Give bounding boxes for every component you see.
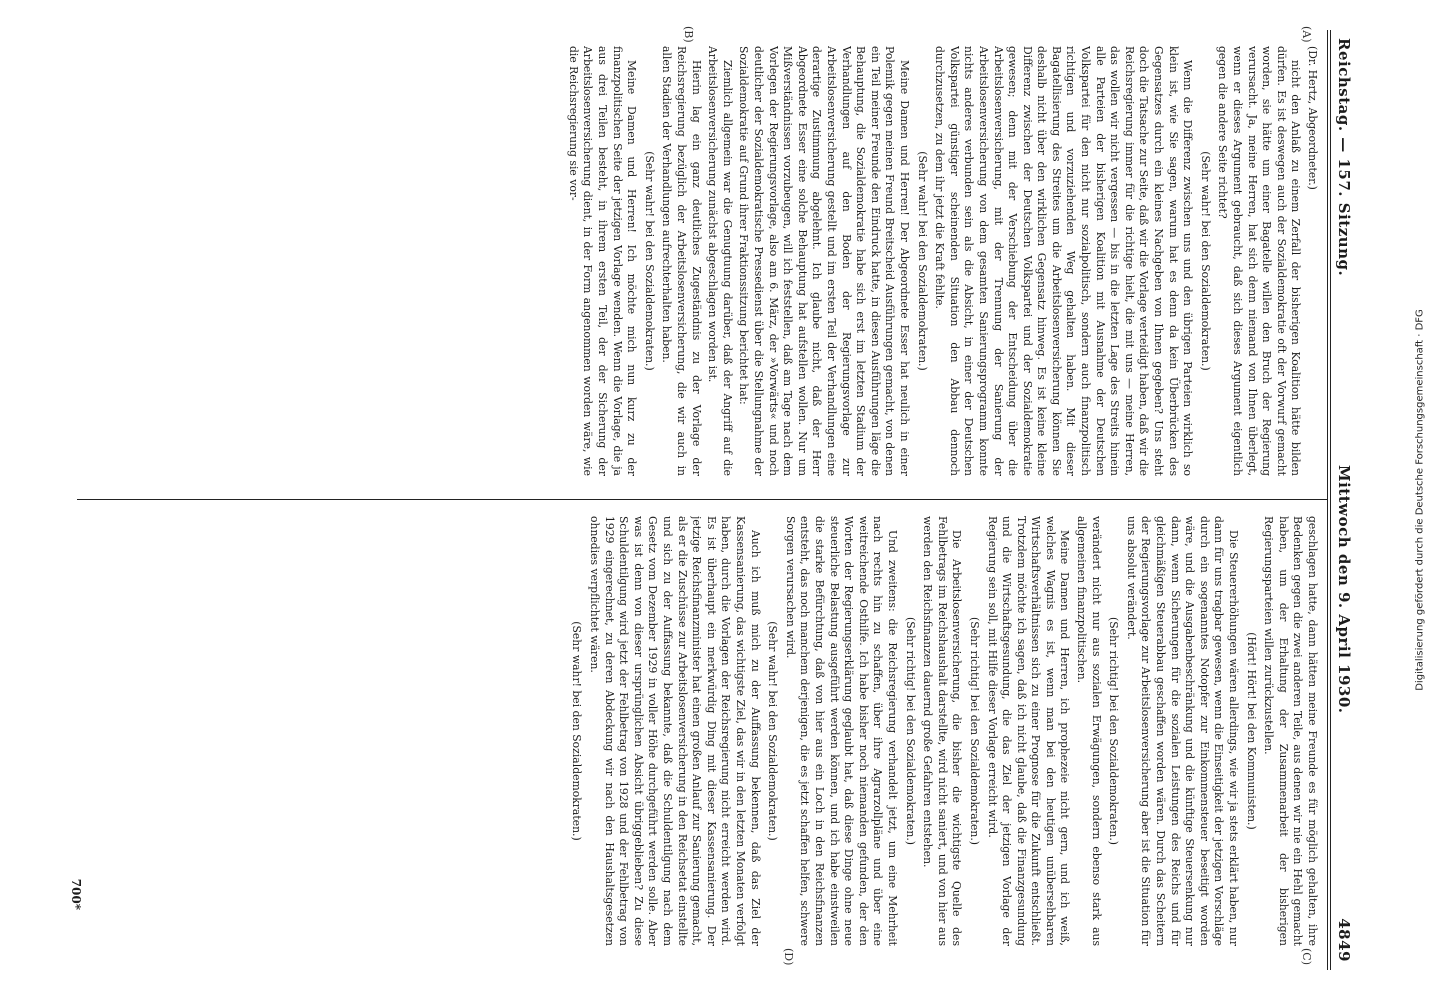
right-column-reaction: (Sehr wahr! bei den Sozialdemokraten.) (570, 621, 584, 841)
left-column-quote: Hierin lag ein ganz deutliches Zugeständnis zu der Vorlage der Reichsregierung bezüglich der Arbeitslosenversicherung, die wir auch in allen Stadien der Verhandlungen aufrechterhalten haben. (660, 46, 703, 476)
left-column-paragraph: Meine Damen und Herren! Der Abgeordnete Esser hat neulich in einer Polemik gegen meinen Freund Breitscheid Ausführungen gemacht, von denen ein Teil meiner Freunde den Eindruck hatte, in diesen Ausführungen läge die Behauptung, die Sozialdemokratie habe sich erst im letzten Stadium der Verhandlungen auf den Boden der Regierungsvorlage zur Arbeitslosenversicherung gestellt und im ersten Teil der Verhandlungen eine derartige Zustimmung abgelehnt. Ich glaube nicht, daß der Herr Abgeordnete Esser eine solche Behauptung hat aufstellen wollen. Nur um Mißverständnissen vorzubeugen, will ich feststellen, daß am Tage nach dem Vorlegen der Regierungsvorlage, also am 6. März, der »Vorwärts« und noch deutlicher der Sozialdemokratische Pressedienst über die Stellungnahme der Sozialdemokratie auf Grund ihrer Fraktionssitzung berichtet hat: (737, 46, 911, 476)
dfg-sidebar-text: Digitalisierung gefördert durch die Deutsche Forschungsgemeinschaft · DFG (1414, 309, 1426, 691)
margin-mark-a: (A) (1300, 26, 1313, 43)
right-column (89, 516, 1319, 946)
right-column-paragraph: Auch ich muß mich zu der Auffassung bekennen, daß das Ziel der Kassensanierung, das wichtigste Ziel, das wir in den letzten Monaten verfolgt haben, durch die Vorlagen der Reichsregierung nicht erreicht werden wird. Es ist überhaupt ein merkwürdig Ding mit dieser Kassensanierung. Der jetzige Reichsfinanzminister hat einen großen Anlauf zur Sanierung gemacht, als er die Zuschüsse zur Arbeitslosenversicherung in den Reichsetat einstellte und sich zu der Auffassung bekannte, daß die Schuldentilgung nach dem Gesetz vom Dezember 1929 in voller Höhe durchgeführt werden solle. Aber was ist denn von dieser ursprünglichen Absicht übriggeblieben? Zu diese Schuldentilgung wird jetzt der Fehlbetrag von 1928 und der Fehlbetrag von 1929 eingerechnet, zu deren Abdeckung wir nach den Haushaltsgesetzen ohnedies verpflichtet wären. (588, 516, 762, 946)
left-column-reaction: (Sehr wahr! bei den Sozialdemokraten.) (1198, 151, 1212, 371)
column-divider (77, 499, 1327, 500)
right-column-reaction: (Hört! Hört! bei den Kommunisten.) (1244, 632, 1258, 830)
header-date: Mittwoch den 9. April 1930. (1335, 465, 1353, 714)
margin-mark-c: (C) (1300, 948, 1313, 965)
right-column-paragraph: geschlagen hatte, dann hätten meine Freunde es für möglich gehalten, ihre Bedenken gegen die zwei anderen Teile, aus denen wir nie ein Hehl gemacht haben, um der Erhaltung der Zusammenarbeit der bisherigen Regierungsparteien willen zurückzustellen. (1262, 516, 1319, 946)
right-column-reaction: (Sehr richtig! bei den Sozialdemokraten.) (903, 617, 917, 845)
right-column-reaction: (Sehr richtig! bei den Sozialdemokraten.) (1107, 617, 1121, 845)
header-left: Reichstag. — 157. Sitzung. (1335, 38, 1353, 277)
right-column-paragraph: verändert nicht nur aus sozialen Erwägungen, sondern ebenso stark aus allgemeinen finanzpolitischen. (1075, 516, 1103, 946)
left-column-reaction: (Sehr wahr! bei den Sozialdemokraten.) (915, 151, 929, 371)
scanned-page (65, 26, 1355, 970)
left-column-speaker-label: (Dr. Hertz, Abgeordneter.) (1306, 46, 1319, 190)
left-column-reaction: (Sehr wahr! bei den Sozialdemokraten.) (642, 151, 656, 371)
left-column-paragraph: nicht den Anlaß zu einem Zerfall der bisherigen Koalition hätte bilden dürfen. Es ist deswegen auch der Sozialdemokratie oft der Vorwurf gemacht worden, sie hätte um einer Bagatelle willen den Bruch der Regierung verursacht. Ja, meine Herren, hat sich denn niemand von Ihnen überlegt, wenn er dieses Argument gebraucht, daß sich dieses Argument eigentlich gegen die andere Seite richtet? (1216, 46, 1303, 476)
margin-mark-d: (D) (782, 948, 795, 966)
right-column-paragraph: Und zweitens: die Reichsregierung verhandelt jetzt, um eine Mehrheit nach rechts hin zu schaffen, über ihre Agrarzollpläne und über eine weitreichende Osthilfe. Ich habe bisher noch niemanden gefunden, der den Worten der Regierungserklärung geglaubt hat, daß diese Dinge ohne neue steuerliche Belastung ausgeführt werden können, und ich habe einstweilen die starke Befürchtung, daß von hier aus ein Loch in den Reichsfinanzen entsteht, das noch manchem derjenigen, die es jetzt schaffen helfen, schwere Sorgen verursachen wird. (783, 516, 899, 946)
page-number: 4849 (1335, 918, 1353, 962)
footer-signature: 700* (69, 878, 83, 910)
right-column-paragraph: Die Arbeitslosenversicherung, die bisher die wichtigste Quelle des Fehlbetrags im Reichshaushalt darstellte, wird nicht saniert, und von hier aus werden den Reichsfinanzen dauernd große Gefahren entstehen. (921, 516, 964, 946)
dfg-sidebar (1412, 10, 1428, 990)
margin-mark-b: (B) (682, 26, 695, 43)
right-column-reaction: (Sehr wahr! bei den Sozialdemokraten.) (766, 621, 780, 841)
header-rule-double (1327, 30, 1328, 970)
left-column-quote: Ziemlich allgemein war die Genugtuung darüber, daß der Angriff auf die Arbeitslosenversicherung zunächst abgeschlagen worden ist. (706, 46, 734, 476)
right-column-reaction: (Sehr richtig! bei den Sozialdemokraten.) (967, 617, 981, 845)
left-column-paragraph: Wenn die Differenz zwischen uns und den übrigen Parteien wirklich so klein ist, wie Sie sagen, warum hat es denn da kein Überbrücken des Gegensatzes durch ein kleines Nachgeben von Ihnen gegeben? Uns steht doch die Tatsache zur Seite, daß wir die Vorlage verteidigt haben, daß wir die Reichsregierung immer für die richtige hielt, die mit uns — meine Herren, das wollen wir nicht vergessen — bis in die letzten Lage des Streits hinein alle Parteien der bisherigen Koalition mit Ausnahme der Deutschen Volkspartei für den nicht nur sozialpolitisch, sondern auch finanzpolitisch richtigen und vorzuziehenden Weg gehalten haben. Mit dieser Bagatellisierung des Streites um die Arbeitslosenversicherung können Sie deshalb nicht über den wirklichen Gegensatz hinweg. Es ist keine kleine Differenz zwischen der Deutschen Volkspartei und der Sozialdemokratie gewesen; denn mit der Verschiebung der Entscheidung über die Arbeitslosenversicherung, mit der Trennung der Sanierung der Arbeitslosenversicherung von dem gesamten Sanierungsprogramm konnte nichts anderes verbunden sein als die Absicht, in einer der Deutschen Volkspartei günstiger scheinenden Situation den Abbau dennoch durchzusetzen, zu dem ihr jetzt die Kraft fehlte. (933, 46, 1195, 476)
left-column (89, 46, 1319, 476)
page-header (1333, 30, 1355, 970)
right-column-paragraph: Meine Damen und Herren, ich prophezeie nicht gern, und ich weiß, welches Wagnis es ist, wenn man bei den heutigen unübersehbaren Wirtschaftsverhältnissen sich zu einer Prognose für die Zukunft entschließt. Trotzdem möchte ich sagen, daß ich nicht glaube, daß die Finanzgesundung und die Wirtschaftsgesundung, die das Ziel der jetzigen Vorlage der Regierung sein soll, mit Hilfe dieser Vorlage erreicht wird. (985, 516, 1072, 946)
right-column-paragraph: Die Steuererhöhungen wären allerdings, wie wir ja stets erklärt haben, nur dann für uns tragbar gewesen, wenn die Einseitigkeit der jetzigen Vorschläge durch ein sogenanntes Notopfer zur Einkommensteuer beseitigt worden wäre, und die Ausgabenbeschränkung und die künftige Steuersenkung nur dann, wenn Sicherungen für die sozialen Leistungen des Reichs und für gleichmäßigen Steuerabbau geschaffen worden wären. Durch das Scheitern der Regierungsvorlage zur Arbeitslosenversicherung aber ist die Situation für uns absolut verändert. (1124, 516, 1241, 946)
header-rule (1330, 30, 1331, 970)
left-column-paragraph: Meine Damen und Herren! Ich möchte mich nun kurz zu der finanzpolitischen Seite der jetzigen Vorlage wenden. Wenn die Vorlage, die ja aus drei Teilen besteht, in ihrem ersten Teil, der der Sicherung der Arbeitslosenversicherung dient, in der Form angenommen worden wäre, wie die Reichsregierung sie vor- (566, 46, 639, 476)
